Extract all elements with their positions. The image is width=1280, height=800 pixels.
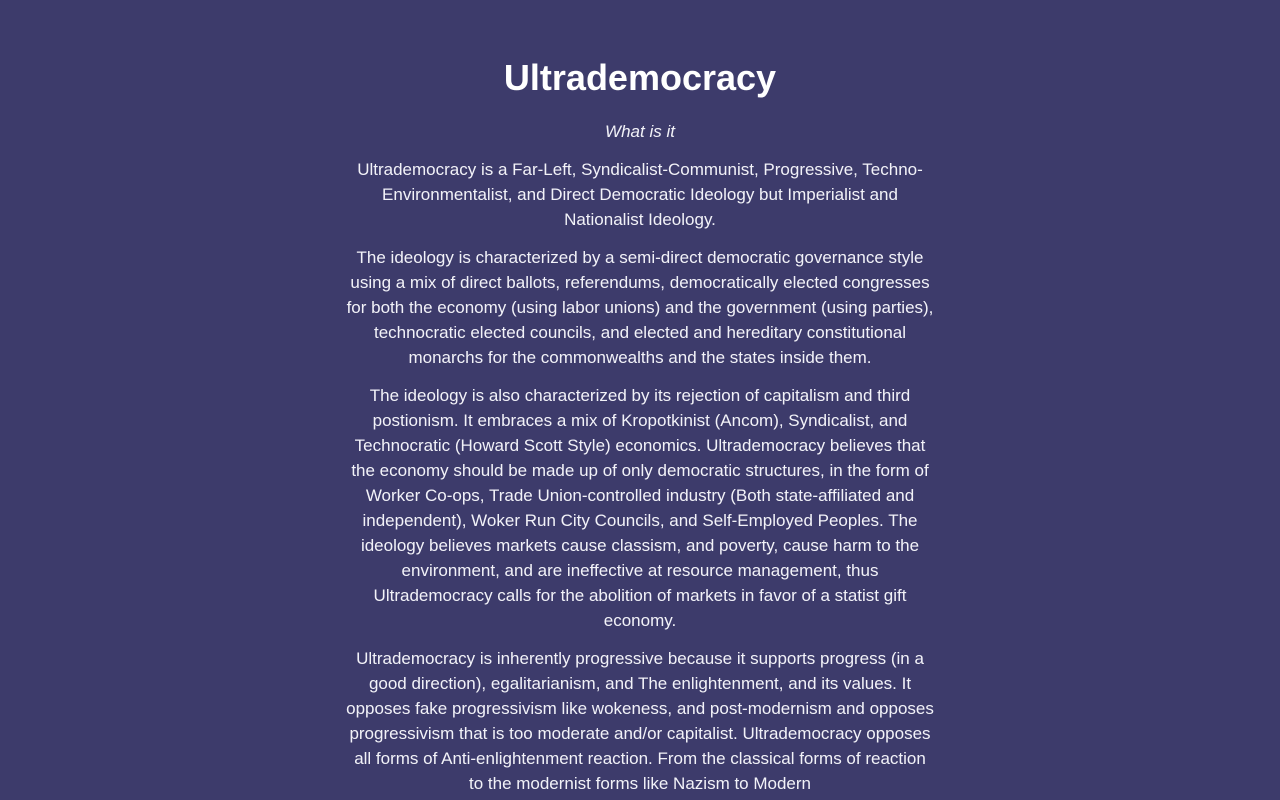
paragraph-progressivism: Ultrademocracy is inherently progressive because it supports progress (in a good direction), egalitarianism, and The enlightenment, and its values. It opposes fake progressivism like wokeness, and post-modernism and opposes progressivism that is too moderate and/or capitalist. Ultrademocracy opposes all forms of Anti-enlightenment reaction. From the classical forms of reaction to the modernist forms like Nazism to Modern	[346, 649, 934, 793]
article	[345, 0, 935, 796]
section-subtitle: What is it	[605, 122, 675, 141]
paragraph-definition: Ultrademocracy is a Far-Left, Syndicalist-Communist, Progressive, Techno-Environmentalist, and Direct Democratic Ideology but Imperialist and Nationalist Ideology.	[357, 160, 923, 229]
paragraph-economics: The ideology is also characterized by its rejection of capitalism and third postionism. It embraces a mix of Kropotkinist (Ancom), Syndicalist, and Technocratic (Howard Scott Style) economics. Ultrademocracy believes that the economy should be made up of only democratic structures, in the form of Worker Co-ops, Trade Union-controlled industry (Both state-affiliated and independent), Woker Run City Councils, and Self-Employed Peoples. The ideology believes markets cause classism, and poverty, cause harm to the environment, and are ineffective at resource management, thus Ultrademocracy calls for the abolition of markets in favor of a statist gift economy.	[351, 386, 929, 630]
page-title: Ultrademocracy	[503, 57, 777, 98]
paragraph-governance: The ideology is characterized by a semi-direct democratic governance style using a mix of direct ballots, referendums, democratically elected congresses for both the economy (using labor unions) and the government (using parties), technocratic elected councils, and elected and hereditary constitutional monarchs for the commonwealths and the states inside them.	[346, 248, 934, 367]
